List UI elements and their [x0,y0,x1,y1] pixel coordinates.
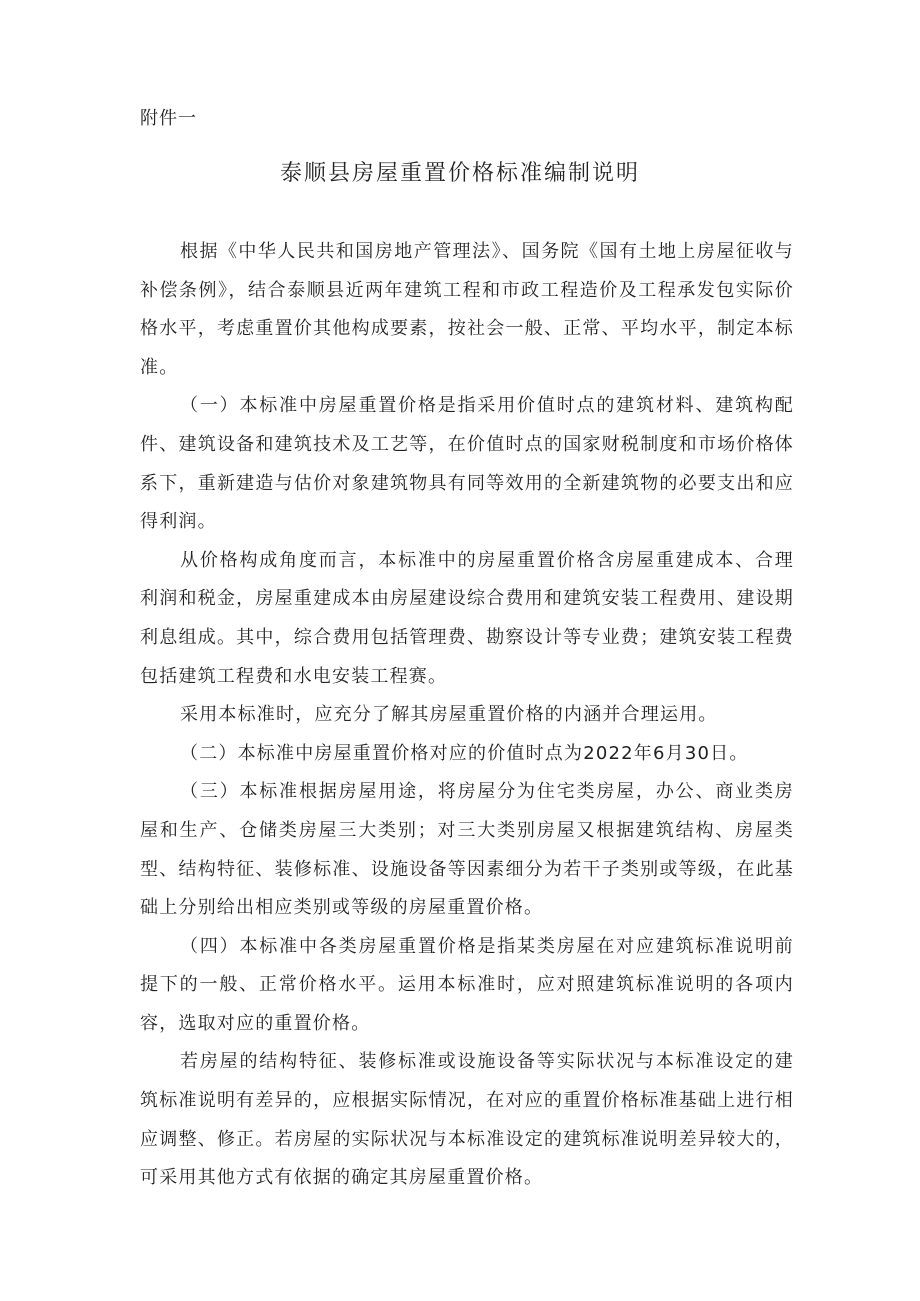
paragraph-item-3: （三）本标准根据房屋用途，将房屋分为住宅类房屋，办公、商业类房屋和生产、仓储类房屋三大类别；对三大类别房屋又根据建筑结构、房屋类型、结构特征、装修标准、设施设备等因素细分为若干子类别或等级，在此基础上分别给出相应类别或等级的房屋重置价格。 [140,781,794,919]
document-title: 泰顺县房屋重置价格标准编制说明 [279,161,640,186]
attachment-label: 附件一 [140,108,197,129]
paragraph-usage-note: 采用本标准时，应充分了解其房屋重置价格的内涵并合理运用。 [180,704,718,726]
paragraph-item-2: （二）本标准中房屋重置价格对应的价值时点为2022年6月30日。 [180,742,749,764]
paragraph-adjustment: 若房屋的结构特征、装修标准或设施设备等实际状况与本标准设定的建筑标准说明有差异的，应根据实际情况，在对应的重置价格标准基础上进行相应调整、修正。若房屋的实际状况与本标准设定的建筑标准说明差异较大的，可采用其他方式有依据的确定其房屋重置价格。 [140,1051,794,1189]
document-body [140,233,794,1198]
paragraph-item-1: （一）本标准中房屋重置价格是指采用价值时点的建筑材料、建筑构配件、建筑设备和建筑技术及工艺等，在价值时点的国家财税制度和市场价格体系下，重新建造与估价对象建筑物具有同等效用的全新建筑物的必要支出和应得利润。 [140,395,794,533]
paragraph-price-composition: 从价格构成角度而言，本标准中的房屋重置价格含房屋重建成本、合理利润和税金，房屋重建成本由房屋建设综合费用和建筑安装工程费用、建设期利息组成。其中，综合费用包括管理费、勘察设计等专业费；建筑安装工程费包括建筑工程费和水电安装工程赛。 [140,549,794,687]
paragraph-intro: 根据《中华人民共和国房地产管理法》、国务院《国有土地上房屋征收与补偿条例》，结合泰顺县近两年建筑工程和市政工程造价及工程承发包实际价格水平，考虑重置价其他构成要素，按社会一般、正常、平均水平，制定本标准。 [140,241,794,378]
paragraph-item-4: （四）本标准中各类房屋重置价格是指某类房屋在对应建筑标准说明前提下的一般、正常价格水平。运用本标准时，应对照建筑标准说明的各项内容，选取对应的重置价格。 [140,935,794,1034]
